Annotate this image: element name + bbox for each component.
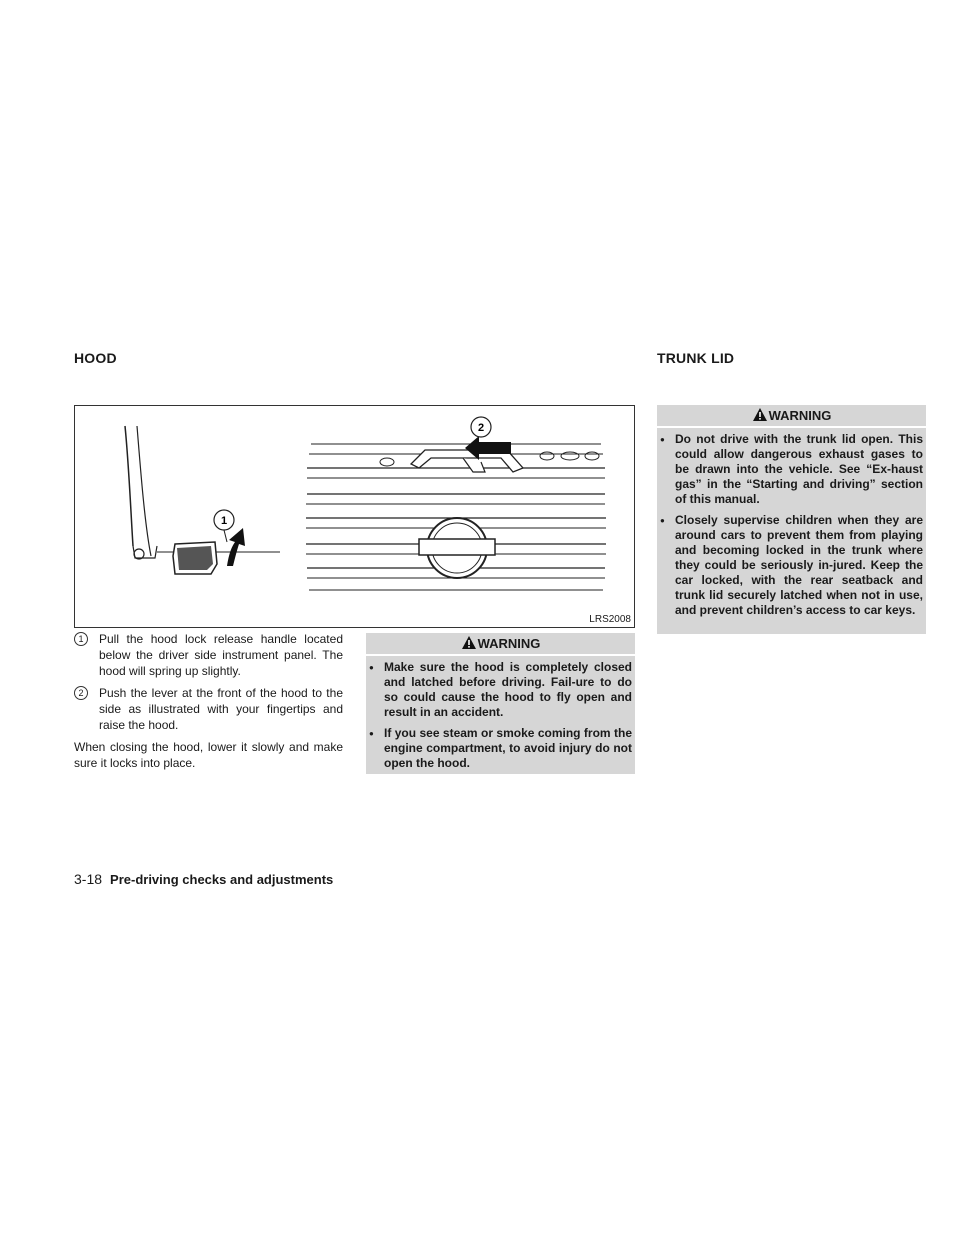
step-2-text: Push the lever at the front of the hood to the side as illustrated with your fingertips and raise the hood. [99, 686, 343, 732]
hood-warning-title: WARNING [477, 636, 541, 651]
trunk-warning-title: WARNING [768, 408, 832, 423]
warning-triangle-icon [461, 635, 477, 650]
trunk-lid-heading: TRUNK LID [657, 350, 735, 366]
trunk-warning-item: ● Do not drive with the trunk lid open. This could allow dangerous exhaust gases to be drawn into the vehicle. See “Ex-haust gas” in the “Starting and driving” section of this manual. [675, 432, 923, 507]
section-title: Pre-driving checks and adjustments [110, 872, 334, 887]
callout-2: 2 [477, 422, 485, 434]
page-number: 3-18 [74, 871, 103, 887]
trunk-warning-header [657, 405, 926, 428]
hood-warning-item: ● Make sure the hood is completely closed and latched before driving. Fail-ure to do so could cause the hood to fly open and result in an accident. [384, 660, 632, 720]
hood-warning-header [366, 633, 635, 656]
step-2-number: 2 [74, 686, 88, 700]
step-1-text: Pull the hood lock release handle located below the driver side instrument panel. The hood will spring up slightly. [99, 632, 343, 678]
hood-heading: HOOD [74, 350, 117, 366]
hood-step-2 [74, 685, 343, 733]
hood-instructions [74, 631, 343, 783]
hood-warning-item: ● If you see steam or smoke coming from the engine compartment, to avoid injury do not open the hood. [384, 726, 632, 771]
page-footer [74, 871, 333, 887]
figure-code: LRS2008 [589, 614, 631, 625]
warning-triangle-icon [752, 407, 768, 422]
trunk-warning-box [657, 405, 926, 634]
hood-illustration-drawing [75, 406, 634, 627]
hood-warning-box [366, 633, 635, 774]
callout-1: 1 [220, 515, 228, 527]
hood-step-1 [74, 631, 343, 679]
step-1-number: 1 [74, 632, 88, 646]
hood-closing-note: When closing the hood, lower it slowly and make sure it locks into place. [74, 740, 343, 770]
hood-release-illustration [74, 405, 635, 628]
trunk-warning-item: ● Closely supervise children when they are around cars to prevent them from playing and becoming locked in the trunk where they could be seriously in-jured. Keep the car locked, with the rear seatback and trunk lid securely latched when not in use, and prevent children’s access to car keys. [675, 513, 923, 618]
